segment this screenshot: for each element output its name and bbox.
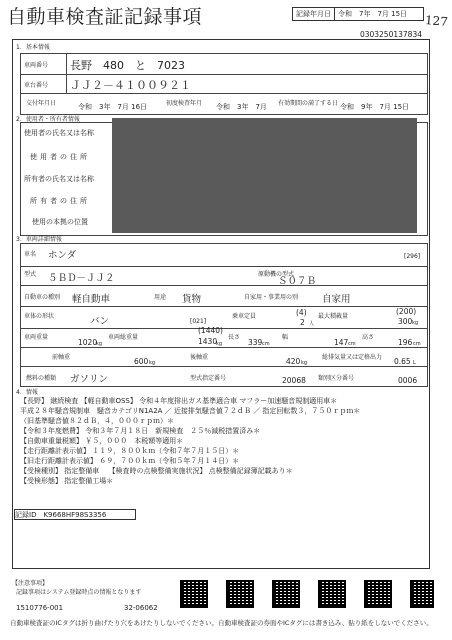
- chassis-value: ＪＪ２－４１００９２１: [70, 79, 191, 92]
- capacity-value: 2: [300, 318, 305, 327]
- handwritten-page-mark: 127: [424, 13, 449, 29]
- displacement-label: 総排気量又は定格出力: [322, 354, 383, 361]
- private-label: 自家用・事業用の別: [244, 294, 299, 301]
- width-unit: cm: [348, 341, 356, 347]
- qr-code: [226, 580, 254, 608]
- first-reg-label: 初度検査年月: [166, 100, 203, 107]
- record-date-label: 記録年月日: [293, 8, 335, 20]
- engine-value: Ｓ０７Ｂ: [278, 276, 317, 287]
- maker-label: 車名: [24, 251, 37, 258]
- note-line: 【令和３年度燃費】 令和３年７月１８日 新規検査 ２５％減税措置済み＊: [20, 427, 261, 435]
- expiry-label: 有効期間の満了する日: [278, 100, 339, 107]
- body-code: [021]: [190, 318, 207, 325]
- load-value: 300: [398, 317, 413, 326]
- length-unit: cm: [262, 341, 270, 347]
- base-location-label: 使用の本拠の位置: [32, 218, 88, 226]
- record-id: 記録ID K9668HF98S3356: [14, 509, 136, 520]
- serial-number: 0303250137834: [359, 30, 422, 39]
- rear-axle-label: 後軸重: [190, 354, 209, 361]
- displacement-value: 0.65: [394, 357, 411, 366]
- engine-label: 原動機の型式: [258, 271, 295, 278]
- rear-axle-value: 420: [286, 357, 301, 366]
- use-value: 貨物: [182, 294, 202, 305]
- owner-address-label: 所有者の住所: [30, 197, 90, 205]
- user-name-label: 使用者の氏名又は名称: [24, 129, 94, 137]
- load-top: (200): [396, 307, 417, 316]
- footer-notice: 自動車検査証のICタグは折り曲げたり穴をあけたりしないでください。自動車検査証の券面やICタグには書き込み、貼り紙をしないでください。: [10, 619, 433, 627]
- model-value: ５ＢＤ－ＪＪ２: [48, 273, 115, 284]
- note-line: （旧基準騒音値８２ｄＢ，４，０００ｒｐｍ）＊: [20, 417, 174, 425]
- note-line: 【受検形態】 指定整備工場＊: [20, 477, 114, 485]
- kind-label: 自動車の種別: [24, 294, 61, 301]
- type-no-label: 型式指定番号: [190, 375, 227, 382]
- qr-code: [318, 580, 346, 608]
- issue-date-label: 交付年月日: [26, 100, 57, 107]
- note-line: 【自動車重量税額】 ￥５，０００ 本税額等適用＊: [20, 437, 184, 445]
- footer-mid-code: 32-06062: [124, 604, 158, 612]
- gross-unit: kg: [216, 341, 223, 347]
- rear-axle-unit: kg: [301, 360, 308, 366]
- note-line: 平成２８年騒音規制車 騒音カテゴリN1A2A ／ 近接排気騒音値７２ｄＢ ／ 指定回転数３，７５０ｒｐｍ＊: [20, 407, 361, 415]
- note-line: 【旧走行距離計表示値】 ６９，７００ｋｍ（令和５年７月１４日）＊: [20, 457, 240, 465]
- record-date-value: 令和 7年 7月 15日: [338, 10, 408, 18]
- private-value: 自家用: [322, 294, 351, 305]
- height-value: 196: [398, 338, 413, 347]
- section-owner-heading: 2．使用者・所有者情報: [16, 116, 80, 123]
- maker-row: [20, 243, 428, 267]
- capacity-top: (4): [296, 308, 307, 317]
- class-no-label: 類別区分番号: [318, 375, 355, 382]
- footer-left-code: 1510776-001: [16, 604, 64, 612]
- kind-value: 軽自動車: [72, 294, 111, 305]
- use-label: 用途: [154, 294, 167, 301]
- length-value: 339: [248, 338, 263, 347]
- expiry-value: 令和 9年 7月 15日: [340, 103, 410, 111]
- body-row: [20, 306, 428, 329]
- gross-top: (1440): [198, 326, 223, 335]
- document-title: 自動車検査証記録事項: [7, 6, 203, 28]
- displacement-unit: L: [413, 360, 416, 366]
- load-label: 最大積載量: [318, 313, 349, 320]
- note-line: 【長野】 継続検査 【軽自動車OSS】 令和４年度排出ガス基準適合車 マフラー加速騒音規制適用車＊: [20, 397, 338, 405]
- record-date-box: [292, 7, 424, 21]
- body-label: 車体の形状: [24, 313, 55, 320]
- section-vehicle-heading: 3．車両詳細情報: [16, 236, 62, 243]
- width-label: 幅: [282, 334, 289, 341]
- weight-unit: kg: [96, 341, 103, 347]
- issue-date-value: 令和 3年 7月 16日: [78, 103, 148, 111]
- note-line: 【走行距離計表示値】 １１９，８００ｋｍ（令和７年７月１５日）＊: [20, 447, 240, 455]
- qr-code: [272, 580, 300, 608]
- class-no-value: 0006: [398, 376, 418, 385]
- maker-code: [296]: [404, 253, 421, 260]
- capacity-label: 乗車定員: [232, 313, 257, 320]
- section-basic-heading: 1．基本情報: [16, 44, 50, 51]
- body-value: バン: [90, 316, 110, 327]
- front-axle-value: 600: [134, 357, 149, 366]
- notes-block: [20, 396, 425, 486]
- fuel-label: 燃料の種類: [26, 375, 57, 382]
- gross-label: 車両総重量: [108, 334, 139, 341]
- qr-code: [410, 580, 434, 608]
- front-axle-label: 前軸重: [52, 354, 71, 361]
- length-label: 長さ: [228, 334, 241, 341]
- redacted-owner-info: [112, 118, 417, 233]
- chassis-label: 車台番号: [24, 82, 49, 89]
- weight-value: 1020: [78, 338, 98, 347]
- maker-value: ホンダ: [48, 250, 77, 261]
- notice-title: 【注意事項】: [12, 580, 49, 587]
- section-info-heading: 4．情報: [16, 389, 38, 396]
- gross-value: 1430: [198, 337, 218, 346]
- reg-no-label: 車両番号: [24, 62, 49, 69]
- model-label: 型式: [24, 271, 37, 278]
- weight-label: 車両重量: [24, 334, 49, 341]
- load-unit: kg: [412, 320, 419, 326]
- height-unit: cm: [413, 341, 421, 347]
- front-axle-unit: kg: [149, 360, 156, 366]
- fuel-value: ガソリン: [70, 374, 109, 385]
- owner-name-label: 所有者の氏名又は名称: [24, 175, 94, 183]
- capacity-unit: 人: [309, 321, 315, 327]
- note-line: 【受検種別】 指定整備車 【検査時の点検整備実施状況】 点検整備記録簿記載あり＊: [20, 467, 293, 475]
- height-label: 高さ: [362, 334, 375, 341]
- qr-code: [180, 580, 208, 608]
- width-value: 147: [334, 338, 349, 347]
- notice-body: 記録事項はシステム登録時点の情報となります: [16, 589, 142, 596]
- qr-code: [364, 580, 392, 608]
- user-address-label: 使用者の住所: [30, 153, 90, 161]
- reg-no-value: 長野 480 と 7023: [70, 59, 185, 72]
- first-reg-value: 令和 3年 7月: [216, 103, 267, 111]
- type-no-value: 20068: [282, 376, 306, 385]
